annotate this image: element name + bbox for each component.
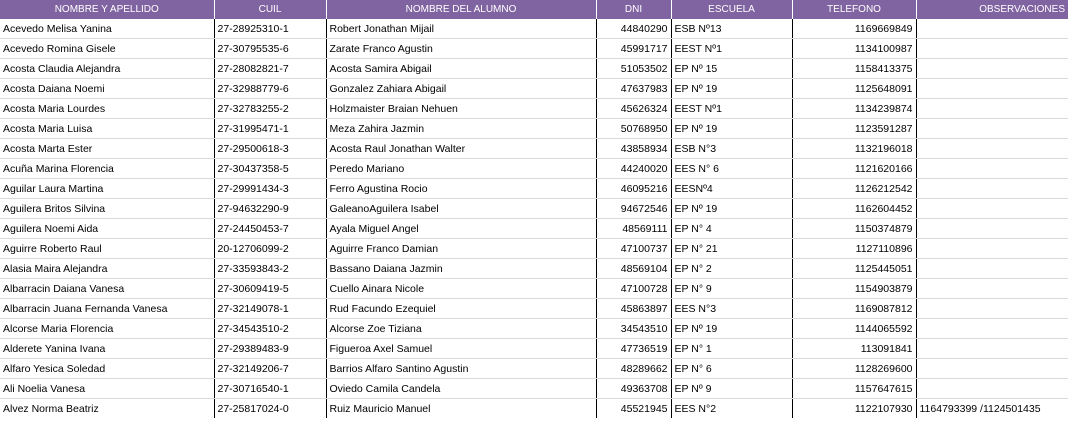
escuela-cell[interactable]: EP Nº 15 (671, 59, 792, 79)
observaciones-cell[interactable] (916, 259, 1068, 279)
cuil-cell[interactable]: 27-30437358-5 (214, 159, 326, 179)
nombre-apellido-cell[interactable]: Ali Noelia Vanesa (0, 379, 214, 399)
dni-cell[interactable]: 47637983 (596, 79, 671, 99)
nombre-apellido-cell[interactable]: Alcorse Maria Florencia (0, 319, 214, 339)
dni-cell[interactable]: 48289662 (596, 359, 671, 379)
cuil-cell[interactable]: 27-28925310-1 (214, 19, 326, 39)
table-row (0, 139, 1068, 159)
observaciones-cell[interactable] (916, 19, 1068, 39)
nombre-apellido-cell[interactable]: Alderete Yanina Ivana (0, 339, 214, 359)
table-row (0, 59, 1068, 79)
table-row (0, 39, 1068, 59)
cuil-cell[interactable]: 27-30795535-6 (214, 39, 326, 59)
table-row (0, 319, 1068, 339)
escuela-cell[interactable]: EEST Nº1 (671, 99, 792, 119)
observaciones-cell[interactable] (916, 219, 1068, 239)
observaciones-cell[interactable] (916, 139, 1068, 159)
table-row (0, 119, 1068, 139)
escuela-cell[interactable]: EEST Nº1 (671, 39, 792, 59)
escuela-cell[interactable]: EES N° 6 (671, 159, 792, 179)
dni-cell[interactable]: 34543510 (596, 319, 671, 339)
telefono-cell[interactable]: 1154903879 (792, 279, 916, 299)
nombre-apellido-cell[interactable]: Alasia Maira Alejandra (0, 259, 214, 279)
nombre-alumno-cell[interactable]: Ferro Agustina Rocio (326, 179, 596, 199)
telefono-cell[interactable]: 1123591287 (792, 119, 916, 139)
nombre-alumno-cell[interactable]: Figueroa Axel Samuel (326, 339, 596, 359)
observaciones-cell[interactable] (916, 339, 1068, 359)
dni-cell[interactable]: 47100737 (596, 239, 671, 259)
table-row (0, 179, 1068, 199)
header-dni[interactable]: DNI (596, 0, 671, 19)
nombre-alumno-cell[interactable]: Peredo Mariano (326, 159, 596, 179)
dni-cell[interactable]: 48569104 (596, 259, 671, 279)
observaciones-cell[interactable] (916, 59, 1068, 79)
dni-cell[interactable]: 45863897 (596, 299, 671, 319)
table-row (0, 259, 1068, 279)
observaciones-cell[interactable] (916, 319, 1068, 339)
escuela-cell[interactable]: EP Nº 19 (671, 319, 792, 339)
nombre-apellido-cell[interactable]: Aguilera Noemi Aida (0, 219, 214, 239)
nombre-apellido-cell[interactable]: Albarracin Juana Fernanda Vanesa (0, 299, 214, 319)
nombre-alumno-cell[interactable]: Gonzalez Zahiara Abigail (326, 79, 596, 99)
escuela-cell[interactable]: EES N°2 (671, 399, 792, 419)
dni-cell[interactable]: 49363708 (596, 379, 671, 399)
nombre-alumno-cell[interactable]: Cuello Ainara Nicole (326, 279, 596, 299)
nombre-alumno-cell[interactable]: Zarate Franco Agustin (326, 39, 596, 59)
dni-cell[interactable]: 94672546 (596, 199, 671, 219)
nombre-apellido-cell[interactable]: Alvez Norma Beatriz (0, 399, 214, 419)
cuil-cell[interactable]: 27-31995471-1 (214, 119, 326, 139)
dni-cell[interactable]: 51053502 (596, 59, 671, 79)
telefono-cell[interactable]: 1125445051 (792, 259, 916, 279)
cuil-cell[interactable]: 27-29991434-3 (214, 179, 326, 199)
telefono-cell[interactable]: 1144065592 (792, 319, 916, 339)
cuil-cell[interactable]: 27-32988779-6 (214, 79, 326, 99)
escuela-cell[interactable]: EP N° 21 (671, 239, 792, 259)
nombre-apellido-cell[interactable]: Acosta Daiana Noemi (0, 79, 214, 99)
cuil-cell[interactable]: 27-34543510-2 (214, 319, 326, 339)
observaciones-cell[interactable] (916, 99, 1068, 119)
escuela-cell[interactable]: EES N°3 (671, 299, 792, 319)
dni-cell[interactable]: 43858934 (596, 139, 671, 159)
telefono-cell[interactable]: 1125648091 (792, 79, 916, 99)
escuela-cell[interactable]: EP N° 1 (671, 339, 792, 359)
nombre-alumno-cell[interactable]: Robert Jonathan Mijail (326, 19, 596, 39)
nombre-alumno-cell[interactable]: Aguirre Franco Damian (326, 239, 596, 259)
nombre-apellido-cell[interactable]: Aguirre Roberto Raul (0, 239, 214, 259)
telefono-cell[interactable]: 1150374879 (792, 219, 916, 239)
cuil-cell[interactable]: 27-29500618-3 (214, 139, 326, 159)
observaciones-cell[interactable] (916, 179, 1068, 199)
header-row (0, 0, 1068, 19)
dni-cell[interactable]: 47736519 (596, 339, 671, 359)
escuela-cell[interactable]: ESB Nº13 (671, 19, 792, 39)
telefono-cell[interactable]: 113091841 (792, 339, 916, 359)
dni-cell[interactable]: 44840290 (596, 19, 671, 39)
telefono-cell[interactable]: 1128269600 (792, 359, 916, 379)
telefono-cell[interactable]: 1162604452 (792, 199, 916, 219)
telefono-cell[interactable]: 1157647615 (792, 379, 916, 399)
escuela-cell[interactable]: EP Nº 19 (671, 79, 792, 99)
dni-cell[interactable]: 47100728 (596, 279, 671, 299)
nombre-alumno-cell[interactable]: Barrios Alfaro Santino Agustin (326, 359, 596, 379)
nombre-apellido-cell[interactable]: Alfaro Yesica Soledad (0, 359, 214, 379)
header-nombre-alumno[interactable]: NOMBRE DEL ALUMNO (326, 0, 596, 19)
nombre-alumno-cell[interactable]: Rud Facundo Ezequiel (326, 299, 596, 319)
table-row (0, 199, 1068, 219)
nombre-apellido-cell[interactable]: Aguilera Britos Silvina (0, 199, 214, 219)
telefono-cell[interactable]: 1134100987 (792, 39, 916, 59)
nombre-apellido-cell[interactable]: Acuña Marina Florencia (0, 159, 214, 179)
telefono-cell[interactable]: 1121620166 (792, 159, 916, 179)
nombre-apellido-cell[interactable]: Aguilar Laura Martina (0, 179, 214, 199)
dni-cell[interactable]: 45626324 (596, 99, 671, 119)
header-telefono[interactable]: TELEFONO (792, 0, 916, 19)
dni-cell[interactable]: 44240020 (596, 159, 671, 179)
escuela-cell[interactable]: EESNº4 (671, 179, 792, 199)
observaciones-cell[interactable] (916, 79, 1068, 99)
nombre-alumno-cell[interactable]: Bassano Daiana Jazmin (326, 259, 596, 279)
escuela-cell[interactable]: EP Nº 19 (671, 119, 792, 139)
escuela-cell[interactable]: EP N° 9 (671, 279, 792, 299)
cuil-cell[interactable]: 27-32149078-1 (214, 299, 326, 319)
escuela-cell[interactable]: EP N° 6 (671, 359, 792, 379)
nombre-apellido-cell[interactable]: Acosta Maria Luisa (0, 119, 214, 139)
observaciones-cell[interactable] (916, 39, 1068, 59)
nombre-alumno-cell[interactable]: Oviedo Camila Candela (326, 379, 596, 399)
observaciones-cell[interactable] (916, 239, 1068, 259)
nombre-alumno-cell[interactable]: Acosta Samira Abigail (326, 59, 596, 79)
nombre-apellido-cell[interactable]: Acevedo Romina Gisele (0, 39, 214, 59)
cuil-cell[interactable]: 27-32783255-2 (214, 99, 326, 119)
nombre-alumno-cell[interactable]: Acosta Raul Jonathan Walter (326, 139, 596, 159)
table-row (0, 339, 1068, 359)
observaciones-cell[interactable] (916, 159, 1068, 179)
dni-cell[interactable]: 46095216 (596, 179, 671, 199)
table-row (0, 379, 1068, 399)
header-escuela[interactable]: ESCUELA (671, 0, 792, 19)
nombre-apellido-cell[interactable]: Acosta Marta Ester (0, 139, 214, 159)
cuil-cell[interactable]: 27-28082821-7 (214, 59, 326, 79)
telefono-cell[interactable]: 1134239874 (792, 99, 916, 119)
table-row (0, 359, 1068, 379)
observaciones-cell[interactable]: 1164793399 /1124501435 (919, 402, 1041, 415)
nombre-alumno-cell[interactable]: Ayala Miguel Angel (326, 219, 596, 239)
table-row (0, 79, 1068, 99)
telefono-cell[interactable]: 1158413375 (792, 59, 916, 79)
nombre-apellido-cell[interactable]: Albarracin Daiana Vanesa (0, 279, 214, 299)
observaciones-cell[interactable] (916, 119, 1068, 139)
cuil-cell[interactable]: 27-24450453-7 (214, 219, 326, 239)
telefono-cell[interactable]: 1127110896 (792, 239, 916, 259)
table-row (0, 399, 1068, 419)
nombre-apellido-cell[interactable]: Acosta Claudia Alejandra (0, 59, 214, 79)
header-observaciones[interactable]: OBSERVACIONES (916, 0, 1068, 19)
nombre-alumno-cell[interactable]: Holzmaister Braian Nehuen (326, 99, 596, 119)
nombre-alumno-cell[interactable]: GaleanoAguilera Isabel (326, 199, 596, 219)
observaciones-cell[interactable] (916, 379, 1068, 399)
telefono-cell[interactable]: 1169087812 (792, 299, 916, 319)
telefono-cell[interactable]: 1132196018 (792, 139, 916, 159)
cuil-cell[interactable]: 27-29389483-9 (214, 339, 326, 359)
observaciones-cell[interactable] (916, 299, 1068, 319)
escuela-cell[interactable]: EP N° 2 (671, 259, 792, 279)
nombre-alumno-cell[interactable]: Alcorse Zoe Tiziana (326, 319, 596, 339)
table-row (0, 279, 1068, 299)
header-nombre-apellido[interactable]: NOMBRE Y APELLIDO (0, 0, 214, 19)
telefono-cell[interactable]: 1122107930 (792, 399, 916, 419)
table-row (0, 299, 1068, 319)
nombre-apellido-cell[interactable]: Acosta Maria Lourdes (0, 99, 214, 119)
cuil-cell[interactable]: 20-12706099-2 (214, 239, 326, 259)
observaciones-cell[interactable] (916, 199, 1068, 219)
telefono-cell[interactable]: 1169669849 (792, 19, 916, 39)
table-row (0, 159, 1068, 179)
nombre-apellido-cell[interactable]: Acevedo Melisa Yanina (0, 19, 214, 39)
nombre-alumno-cell[interactable]: Meza Zahira Jazmin (326, 119, 596, 139)
table-row (0, 19, 1068, 39)
telefono-cell[interactable]: 1126212542 (792, 179, 916, 199)
escuela-cell[interactable]: EP N° 4 (671, 219, 792, 239)
cuil-cell[interactable]: 27-30609419-5 (214, 279, 326, 299)
cuil-cell[interactable]: 27-33593843-2 (214, 259, 326, 279)
cuil-cell[interactable]: 27-25817024-0 (214, 399, 326, 419)
table-row (0, 219, 1068, 239)
dni-cell[interactable]: 50768950 (596, 119, 671, 139)
escuela-cell[interactable]: EP Nº 9 (671, 379, 792, 399)
escuela-cell[interactable]: EP Nº 19 (671, 199, 792, 219)
escuela-cell[interactable]: ESB N°3 (671, 139, 792, 159)
table-row (0, 99, 1068, 119)
observaciones-cell[interactable] (916, 359, 1068, 379)
table-row (0, 239, 1068, 259)
cuil-cell[interactable]: 27-94632290-9 (214, 199, 326, 219)
nombre-alumno-cell[interactable]: Ruiz Mauricio Manuel (326, 399, 596, 419)
observaciones-cell[interactable] (916, 279, 1068, 299)
cuil-cell[interactable]: 27-30716540-1 (214, 379, 326, 399)
dni-cell[interactable]: 48569111 (596, 219, 671, 239)
dni-cell[interactable]: 45521945 (596, 399, 671, 419)
dni-cell[interactable]: 45991717 (596, 39, 671, 59)
header-cuil[interactable]: CUIL (214, 0, 326, 19)
cuil-cell[interactable]: 27-32149206-7 (214, 359, 326, 379)
